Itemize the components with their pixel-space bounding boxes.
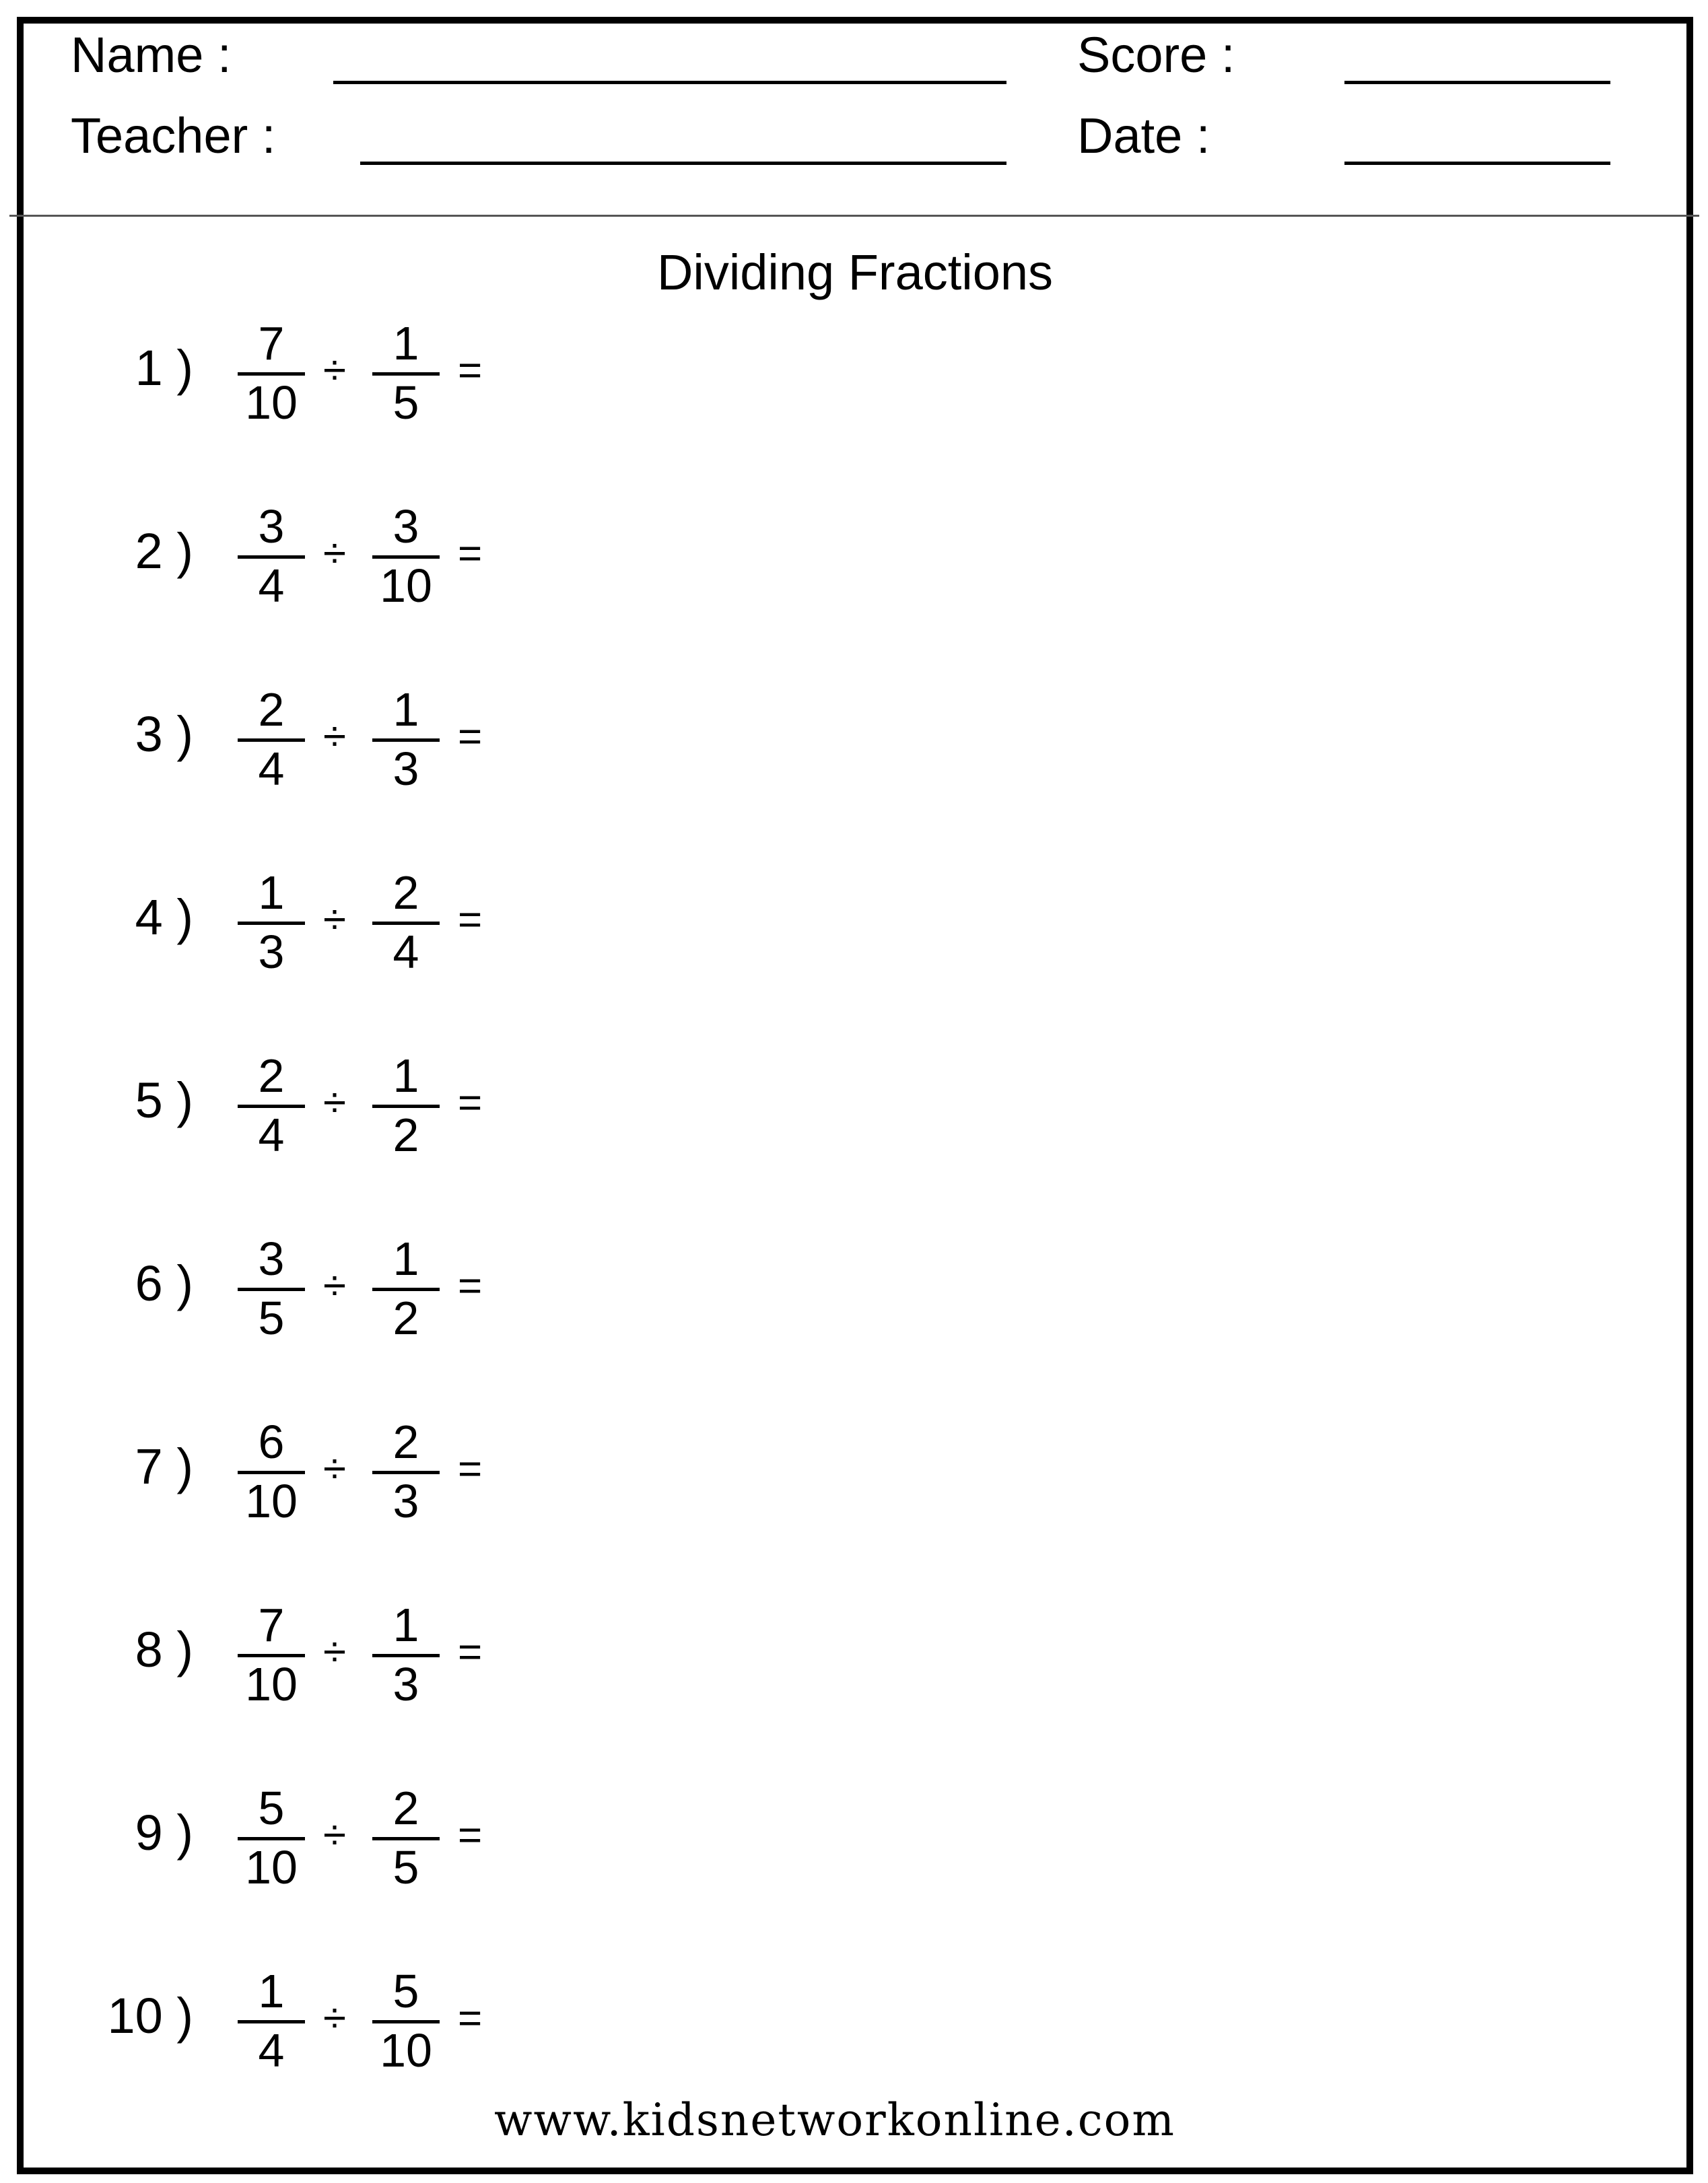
denominator: 5 <box>392 1841 419 1894</box>
divisor-fraction <box>372 679 440 800</box>
equals-sign: = <box>458 347 483 394</box>
dividend-fraction <box>238 1595 305 1716</box>
dividend-fraction <box>238 1045 305 1167</box>
numerator: 2 <box>258 1049 285 1102</box>
divisor-fraction <box>372 1412 440 1533</box>
problem-4 <box>24 862 562 983</box>
worksheet-title: Dividing Fractions <box>656 244 1054 300</box>
score-label: Score : <box>1077 27 1235 83</box>
divisor-fraction <box>372 1228 440 1350</box>
dividend-fraction <box>238 1778 305 1899</box>
denominator: 2 <box>392 1292 419 1344</box>
equals-sign: = <box>458 1812 483 1859</box>
problem-number: 7 ) <box>135 1439 193 1494</box>
numerator: 3 <box>392 500 419 553</box>
numerator: 2 <box>392 1782 419 1834</box>
fraction-bar <box>372 738 440 742</box>
fraction-bar <box>238 738 305 742</box>
numerator: 1 <box>392 317 419 370</box>
problem-number: 5 ) <box>135 1072 193 1128</box>
divide-sign: ÷ <box>323 1263 347 1309</box>
numerator: 1 <box>392 1049 419 1102</box>
header-divider <box>9 215 1699 217</box>
divide-sign: ÷ <box>323 897 347 943</box>
fraction-bar <box>238 555 305 559</box>
equals-sign: = <box>458 1263 483 1309</box>
dividend-fraction <box>238 1412 305 1533</box>
problem-2 <box>24 496 562 617</box>
denominator: 3 <box>392 1658 419 1710</box>
fraction-bar <box>372 372 440 376</box>
numerator: 1 <box>392 1233 419 1285</box>
numerator: 7 <box>258 1599 285 1651</box>
problem-3 <box>24 679 562 800</box>
problem-1 <box>24 313 562 434</box>
numerator: 5 <box>392 1965 419 2017</box>
denominator: 4 <box>392 926 419 978</box>
problem-number: 4 ) <box>135 889 193 945</box>
denominator: 10 <box>380 2024 432 2077</box>
name-field-line[interactable] <box>333 81 1006 84</box>
date-field-line[interactable] <box>1344 162 1610 165</box>
denominator: 3 <box>258 926 285 978</box>
divisor-fraction <box>372 862 440 983</box>
problem-number: 10 ) <box>107 1988 193 2044</box>
divisor-fraction <box>372 1045 440 1167</box>
problem-number: 1 ) <box>135 340 193 396</box>
score-field-line[interactable] <box>1344 81 1610 84</box>
dividend-fraction <box>238 1228 305 1350</box>
website-footer: www.kidsnetworkonline.com <box>494 2094 1175 2146</box>
numerator: 5 <box>258 1782 285 1834</box>
denominator: 3 <box>392 1475 419 1527</box>
numerator: 3 <box>258 1233 285 1285</box>
problem-10 <box>24 1961 562 2082</box>
divisor-fraction <box>372 1595 440 1716</box>
fraction-bar <box>372 1471 440 1474</box>
problem-5 <box>24 1045 562 1167</box>
divisor-fraction <box>372 1961 440 2082</box>
divide-sign: ÷ <box>323 1812 347 1859</box>
numerator: 1 <box>392 1599 419 1651</box>
divisor-fraction <box>372 496 440 617</box>
problem-number: 6 ) <box>135 1255 193 1311</box>
denominator: 5 <box>392 376 419 429</box>
divide-sign: ÷ <box>323 347 347 394</box>
divide-sign: ÷ <box>323 1446 347 1492</box>
equals-sign: = <box>458 897 483 943</box>
numerator: 3 <box>258 500 285 553</box>
denominator: 3 <box>392 742 419 795</box>
fraction-bar <box>238 1471 305 1474</box>
denominator: 4 <box>258 559 285 612</box>
equals-sign: = <box>458 714 483 760</box>
denominator: 2 <box>392 1109 419 1161</box>
dividend-fraction <box>238 679 305 800</box>
problem-number: 9 ) <box>135 1805 193 1861</box>
fraction-bar <box>372 1288 440 1291</box>
divide-sign: ÷ <box>323 1080 347 1126</box>
equals-sign: = <box>458 1080 483 1126</box>
numerator: 6 <box>258 1416 285 1468</box>
fraction-bar <box>238 922 305 925</box>
denominator: 10 <box>245 1841 298 1894</box>
fraction-bar <box>238 1288 305 1291</box>
denominator: 10 <box>380 559 432 612</box>
divide-sign: ÷ <box>323 1995 347 2042</box>
dividend-fraction <box>238 313 305 434</box>
equals-sign: = <box>458 1629 483 1675</box>
fraction-bar <box>372 1654 440 1657</box>
fraction-bar <box>238 1654 305 1657</box>
problem-number: 2 ) <box>135 523 193 579</box>
divide-sign: ÷ <box>323 530 347 577</box>
numerator: 1 <box>258 866 285 919</box>
numerator: 1 <box>392 683 419 736</box>
problem-6 <box>24 1228 562 1350</box>
teacher-label: Teacher : <box>71 108 276 164</box>
fraction-bar <box>372 1837 440 1840</box>
problem-7 <box>24 1412 562 1533</box>
denominator: 10 <box>245 1475 298 1527</box>
divide-sign: ÷ <box>323 714 347 760</box>
date-label: Date : <box>1077 108 1210 164</box>
dividend-fraction <box>238 496 305 617</box>
numerator: 2 <box>392 1416 419 1468</box>
worksheet-frame <box>17 17 1693 2174</box>
fraction-bar <box>238 1105 305 1108</box>
equals-sign: = <box>458 530 483 577</box>
divide-sign: ÷ <box>323 1629 347 1675</box>
fraction-bar <box>238 372 305 376</box>
numerator: 2 <box>258 683 285 736</box>
denominator: 4 <box>258 742 285 795</box>
dividend-fraction <box>238 862 305 983</box>
fraction-bar <box>372 2020 440 2023</box>
teacher-field-line[interactable] <box>360 162 1006 165</box>
problem-number: 3 ) <box>135 706 193 762</box>
fraction-bar <box>372 922 440 925</box>
divisor-fraction <box>372 313 440 434</box>
fraction-bar <box>238 2020 305 2023</box>
denominator: 4 <box>258 2024 285 2077</box>
fraction-bar <box>372 1105 440 1108</box>
fraction-bar <box>238 1837 305 1840</box>
denominator: 10 <box>245 1658 298 1710</box>
numerator: 2 <box>392 866 419 919</box>
numerator: 1 <box>258 1965 285 2017</box>
problem-8 <box>24 1595 562 1716</box>
equals-sign: = <box>458 1995 483 2042</box>
name-label: Name : <box>71 27 232 83</box>
denominator: 5 <box>258 1292 285 1344</box>
problem-number: 8 ) <box>135 1622 193 1677</box>
fraction-bar <box>372 555 440 559</box>
denominator: 4 <box>258 1109 285 1161</box>
denominator: 10 <box>245 376 298 429</box>
problem-9 <box>24 1778 562 1899</box>
divisor-fraction <box>372 1778 440 1899</box>
numerator: 7 <box>258 317 285 370</box>
dividend-fraction <box>238 1961 305 2082</box>
equals-sign: = <box>458 1446 483 1492</box>
